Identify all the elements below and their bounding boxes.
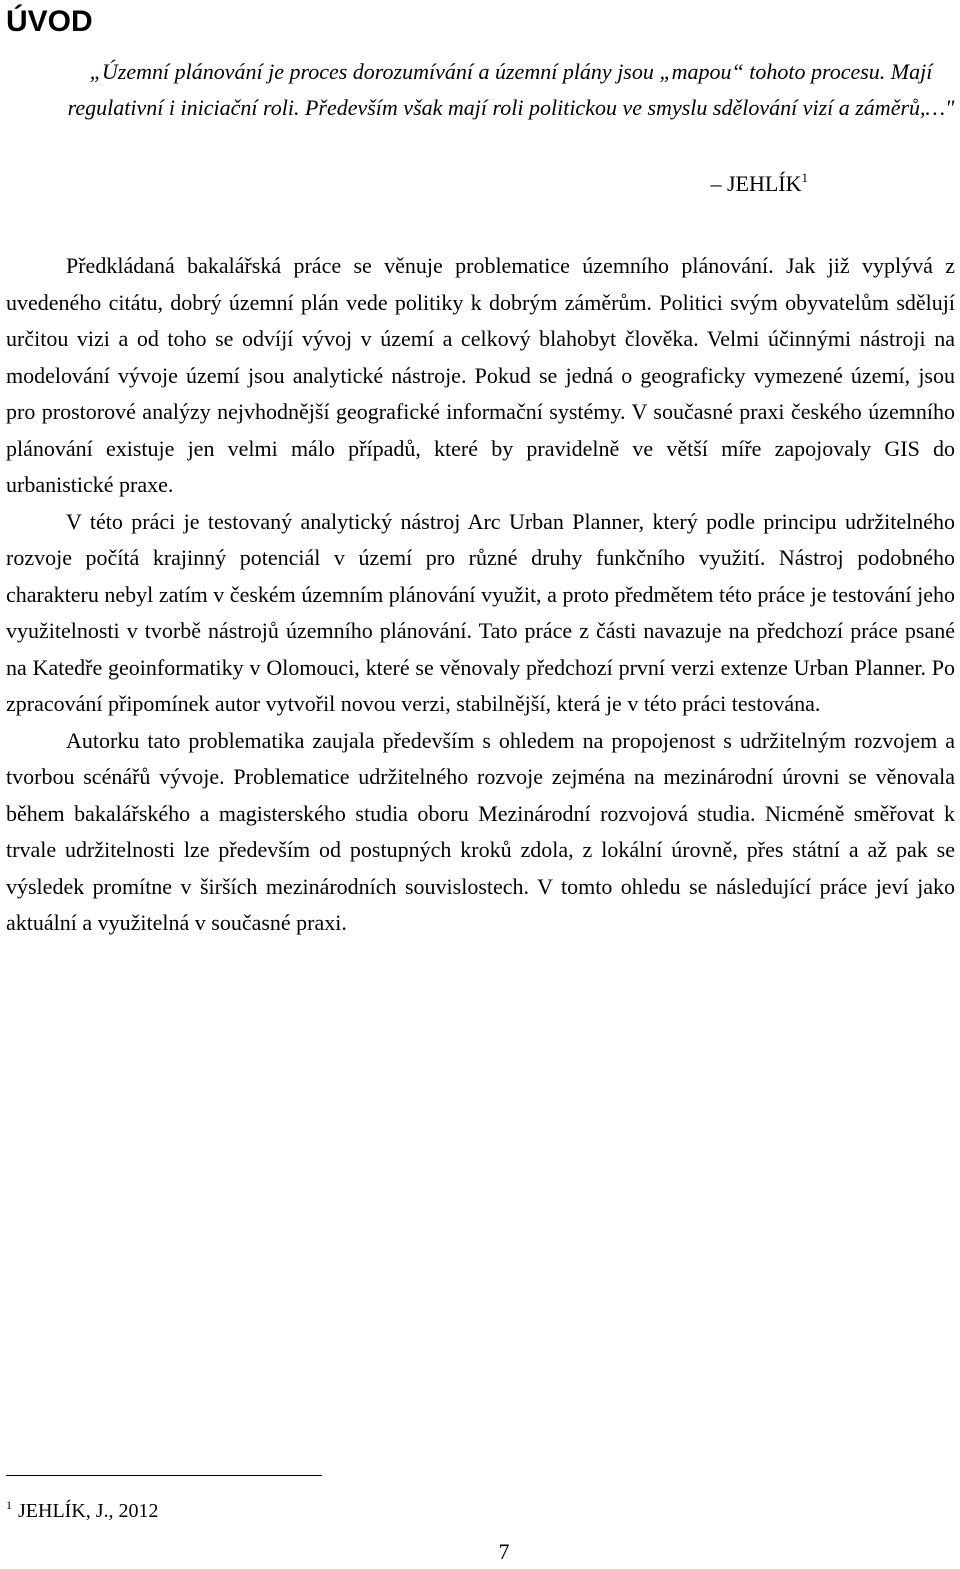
footnote-text: JEHLÍK, J., 2012 [18, 1500, 159, 1522]
paragraph-3: Autorku tato problematika zaujala především s ohledem na propojenost s udržitelným rozvojem a tvorbou scénářů vývoje. Problematice udržitelného rozvoje zejména na mezinárodní úrovni se věnovala během bakalářského a magisterského studia oboru Mezinárodní rozvojová studia. Nicméně směřovat k trvale udržitelnosti lze především od postupných kroků zdola, z lokální úrovně, přes státní a až pak se výsledek promítne v širších mezinárodních souvislostech. V tomto ohledu se následující práce jeví jako aktuální a využitelná v současné praxi. [6, 727, 955, 935]
footnote [6, 1498, 159, 1524]
footnote-divider [6, 1475, 322, 1476]
epigraph-quote: „Územní plánování je proces dorozumívání a územní plány jsou „mapou“ tohoto procesu. Mají regulativní i iniciační roli. Především však mají roli politickou ve smyslu sdělování vizí a záměrů,…" [67, 59, 955, 120]
epigraph-attribution [0, 166, 808, 202]
page-number: 7 [498, 1539, 510, 1564]
paragraph-2: V této práci je testovaný analytický nástroj Arc Urban Planner, který podle principu udržitelného rozvoje počítá krajinný potenciál v území pro různé druhy funkčního využití. Nástroj podobného charakteru nebyl zatím v českém územním plánování využit, a proto předmětem této práce je testování jeho využitelnosti v tvorbě nástrojů územního plánování. Tato práce z části navazuje na předchozí práce psané na Katedře geoinformatiky v Olomouci, které se věnovaly předchozí první verzi extenze Urban Planner. Po zpracování připomínek autor vytvořil novou verzi, stabilnější, která je v této práci testována. [6, 508, 955, 716]
body-text [6, 248, 955, 942]
page-heading: ÚVOD [6, 5, 93, 38]
footnote-reference[interactable]: 1 [801, 170, 808, 185]
footnote-number: 1 [6, 1498, 12, 1512]
paragraph-1: Předkládaná bakalářská práce se věnuje problematice územního plánování. Jak již vyplývá z uvedeného citátu, dobrý územní plán vede politiky k dobrým záměrům. Politici svým obyvatelům sdělují určitou vizi a od toho se odvíjí vývoj v území a celkový blahobyt člověka. Velmi účinnými nástroji na modelování vývoje území jsou analytické nástroje. Pokud se jedná o geograficky vymezené území, jsou pro prostorové analýzy nejvhodnější geografické informační systémy. V současné praxi českého územního plánování existuje jen velmi málo případů, které by pravidelně ve větší míře zapojovaly GIS do urbanistické praxe. [6, 253, 955, 497]
quote-author: – JEHLÍK [710, 171, 802, 196]
